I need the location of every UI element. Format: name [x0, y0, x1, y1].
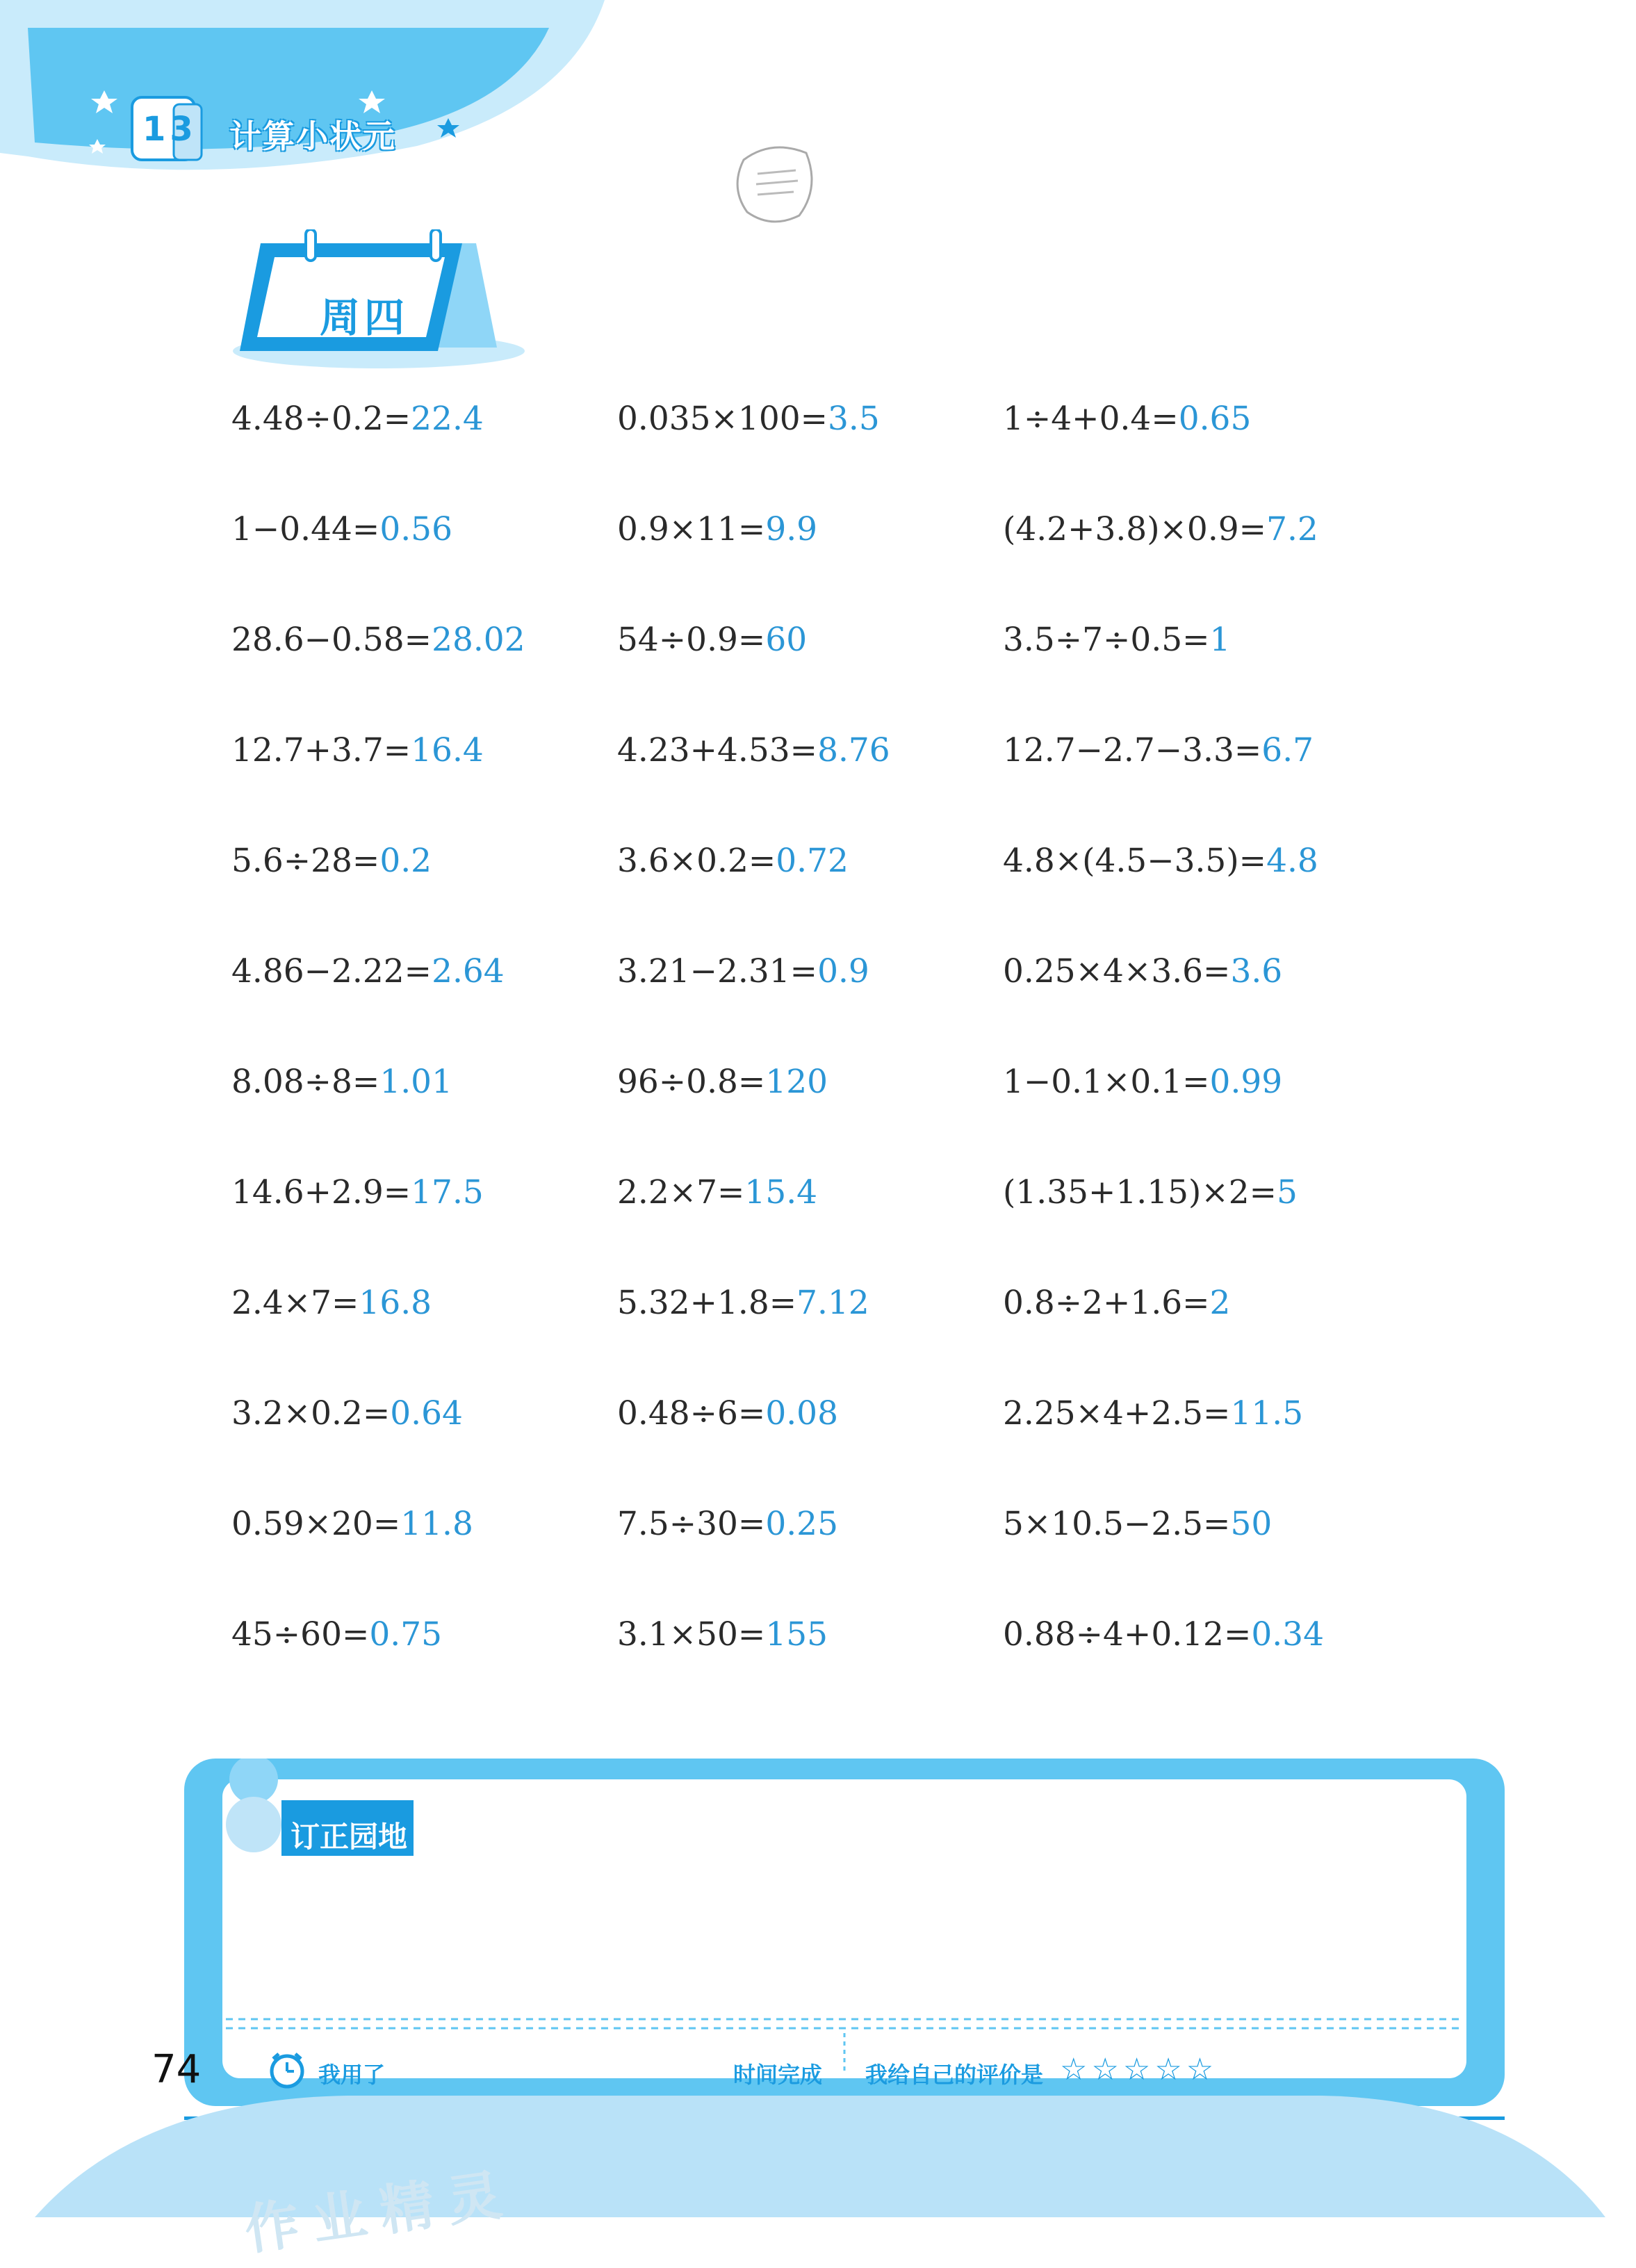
correction-title: 订正园地: [291, 1820, 408, 1854]
problem-expression: 12.7+3.7=: [231, 731, 411, 769]
problem-expression: 54÷0.9=: [617, 621, 766, 659]
problem-item: [231, 1615, 617, 1654]
problem-answer[interactable]: 1.01: [379, 1063, 452, 1101]
problem-answer[interactable]: 8.76: [817, 731, 890, 769]
self-rating-label: 我给自己的评价是: [865, 2062, 1044, 2088]
problem-item: [1003, 1063, 1482, 1101]
problem-expression: 0.88÷4+0.12=: [1003, 1615, 1252, 1654]
problem-expression: 12.7−2.7−3.3=: [1003, 731, 1262, 769]
problem-answer[interactable]: 9.9: [765, 510, 818, 548]
problem-answer[interactable]: 120: [765, 1063, 828, 1101]
problem-item: [617, 510, 1003, 548]
problem-expression: 2.25×4+2.5=: [1003, 1394, 1231, 1433]
problem-item: [231, 1505, 617, 1543]
problem-expression: (1.35+1.15)×2=: [1003, 1173, 1277, 1211]
problem-answer[interactable]: 50: [1230, 1505, 1273, 1543]
day-label: 周四: [320, 294, 409, 341]
problem-expression: 0.8÷2+1.6=: [1003, 1284, 1210, 1322]
problem-expression: 45÷60=: [231, 1615, 370, 1654]
problem-answer[interactable]: 0.99: [1209, 1063, 1283, 1101]
problem-expression: 0.59×20=: [231, 1505, 401, 1543]
problem-expression: 4.86−2.22=: [231, 952, 432, 990]
problem-expression: 1−0.1×0.1=: [1003, 1063, 1210, 1101]
problem-expression: 5.32+1.8=: [617, 1284, 797, 1322]
problem-expression: 0.25×4×3.6=: [1003, 952, 1231, 990]
problem-row: [231, 1284, 1482, 1394]
problem-item: [617, 1284, 1003, 1322]
problem-answer[interactable]: 22.4: [411, 400, 484, 438]
problem-item: [231, 731, 617, 769]
problem-item: [1003, 1284, 1482, 1322]
problem-row: [231, 842, 1482, 952]
problem-item: [1003, 621, 1482, 659]
problem-expression: 5×10.5−2.5=: [1003, 1505, 1231, 1543]
problem-answer[interactable]: 7.2: [1266, 510, 1318, 548]
problem-item: [1003, 1394, 1482, 1433]
problem-expression: 0.9×11=: [617, 510, 766, 548]
problem-answer[interactable]: 5: [1277, 1173, 1298, 1211]
problem-answer[interactable]: 0.56: [379, 510, 452, 548]
problem-row: [231, 1394, 1482, 1505]
problem-item: [1003, 1615, 1482, 1654]
problem-answer[interactable]: 11.8: [400, 1505, 473, 1543]
problem-item: [617, 400, 1003, 438]
problem-expression: 28.6−0.58=: [231, 621, 432, 659]
problem-answer[interactable]: 2.64: [432, 952, 505, 990]
problem-expression: 5.6÷28=: [231, 842, 380, 880]
problem-row: [231, 731, 1482, 842]
problem-expression: 0.035×100=: [617, 400, 828, 438]
problem-item: [1003, 1173, 1482, 1211]
problem-item: [1003, 952, 1482, 990]
problem-item: [617, 731, 1003, 769]
problem-item: [617, 952, 1003, 990]
problem-row: [231, 1505, 1482, 1615]
problem-row: [231, 510, 1482, 621]
problem-expression: 7.5÷30=: [617, 1505, 766, 1543]
problem-answer[interactable]: 16.4: [411, 731, 484, 769]
problem-answer[interactable]: 16.8: [359, 1284, 432, 1322]
problem-item: [1003, 510, 1482, 548]
stamp-icon: [730, 139, 820, 229]
problem-expression: 4.48÷0.2=: [231, 400, 411, 438]
problem-row: [231, 952, 1482, 1063]
problem-item: [231, 510, 617, 548]
time-used-label: 我用了: [318, 2062, 386, 2088]
problem-answer[interactable]: 0.65: [1178, 400, 1252, 438]
problem-row: [231, 1063, 1482, 1173]
problem-expression: 1÷4+0.4=: [1003, 400, 1179, 438]
problem-answer[interactable]: 7.12: [796, 1284, 869, 1322]
problem-item: [231, 842, 617, 880]
problem-expression: 0.48÷6=: [617, 1394, 766, 1433]
problem-answer[interactable]: 2: [1209, 1284, 1231, 1322]
problem-expression: 3.6×0.2=: [617, 842, 776, 880]
problem-answer[interactable]: 11.5: [1230, 1394, 1304, 1433]
problem-answer[interactable]: 60: [765, 621, 808, 659]
problem-item: [231, 400, 617, 438]
problem-expression: 2.2×7=: [617, 1173, 745, 1211]
problem-answer[interactable]: 6.7: [1261, 731, 1314, 769]
problem-answer[interactable]: 155: [765, 1615, 828, 1654]
problem-item: [231, 952, 617, 990]
problem-answer[interactable]: 0.08: [765, 1394, 838, 1433]
problem-item: [1003, 1505, 1482, 1543]
problem-expression: 96÷0.8=: [617, 1063, 766, 1101]
problem-item: [231, 621, 617, 659]
problem-expression: 8.08÷8=: [231, 1063, 380, 1101]
watermark: 作业精灵: [240, 2162, 520, 2262]
problem-expression: (4.2+3.8)×0.9=: [1003, 510, 1267, 548]
problem-answer[interactable]: 4.8: [1266, 842, 1318, 880]
series-title: 计算小状元: [229, 117, 396, 155]
problem-expression: 14.6+2.9=: [231, 1173, 411, 1211]
problem-item: [231, 1284, 617, 1322]
problem-grid: [231, 400, 1482, 1726]
problem-answer[interactable]: 0.2: [379, 842, 432, 880]
problem-answer[interactable]: 0.72: [776, 842, 849, 880]
problem-answer[interactable]: 3.6: [1230, 952, 1283, 990]
problem-item: [617, 1063, 1003, 1101]
problem-item: [231, 1063, 617, 1101]
problem-row: [231, 1173, 1482, 1284]
problem-row: [231, 1615, 1482, 1726]
problem-item: [1003, 400, 1482, 438]
problem-answer[interactable]: 0.25: [765, 1505, 838, 1543]
problem-item: [617, 621, 1003, 659]
problem-answer[interactable]: 1: [1209, 621, 1231, 659]
problem-expression: 3.1×50=: [617, 1615, 766, 1654]
problem-item: [231, 1394, 617, 1433]
page-number: 74: [152, 2047, 202, 2092]
cube-logo-text: 13: [142, 110, 197, 149]
problem-expression: 1−0.44=: [231, 510, 380, 548]
problem-answer[interactable]: 17.5: [411, 1173, 484, 1211]
time-done-label: 时间完成: [733, 2062, 823, 2088]
problem-item: [1003, 842, 1482, 880]
problem-expression: 3.21−2.31=: [617, 952, 818, 990]
problem-answer[interactable]: 3.5: [828, 400, 880, 438]
problem-answer[interactable]: 28.02: [432, 621, 525, 659]
problem-row: [231, 621, 1482, 731]
problem-answer[interactable]: 15.4: [744, 1173, 818, 1211]
problem-item: [617, 1505, 1003, 1543]
problem-answer[interactable]: 0.34: [1251, 1615, 1324, 1654]
problem-item: [617, 1173, 1003, 1211]
rating-stars[interactable]: ☆☆☆☆☆: [1060, 2052, 1218, 2087]
problem-item: [617, 1394, 1003, 1433]
problem-expression: 3.2×0.2=: [231, 1394, 391, 1433]
problem-item: [231, 1173, 617, 1211]
problem-answer[interactable]: 0.9: [817, 952, 869, 990]
problem-expression: 4.8×(4.5−3.5)=: [1003, 842, 1267, 880]
problem-expression: 3.5÷7÷0.5=: [1003, 621, 1210, 659]
footer-wave: [0, 2078, 1636, 2268]
problem-item: [617, 1615, 1003, 1654]
problem-expression: 4.23+4.53=: [617, 731, 818, 769]
problem-row: [231, 400, 1482, 510]
problem-answer[interactable]: 0.64: [390, 1394, 463, 1433]
problem-item: [617, 842, 1003, 880]
problem-answer[interactable]: 0.75: [369, 1615, 443, 1654]
problem-item: [1003, 731, 1482, 769]
problem-expression: 2.4×7=: [231, 1284, 359, 1322]
